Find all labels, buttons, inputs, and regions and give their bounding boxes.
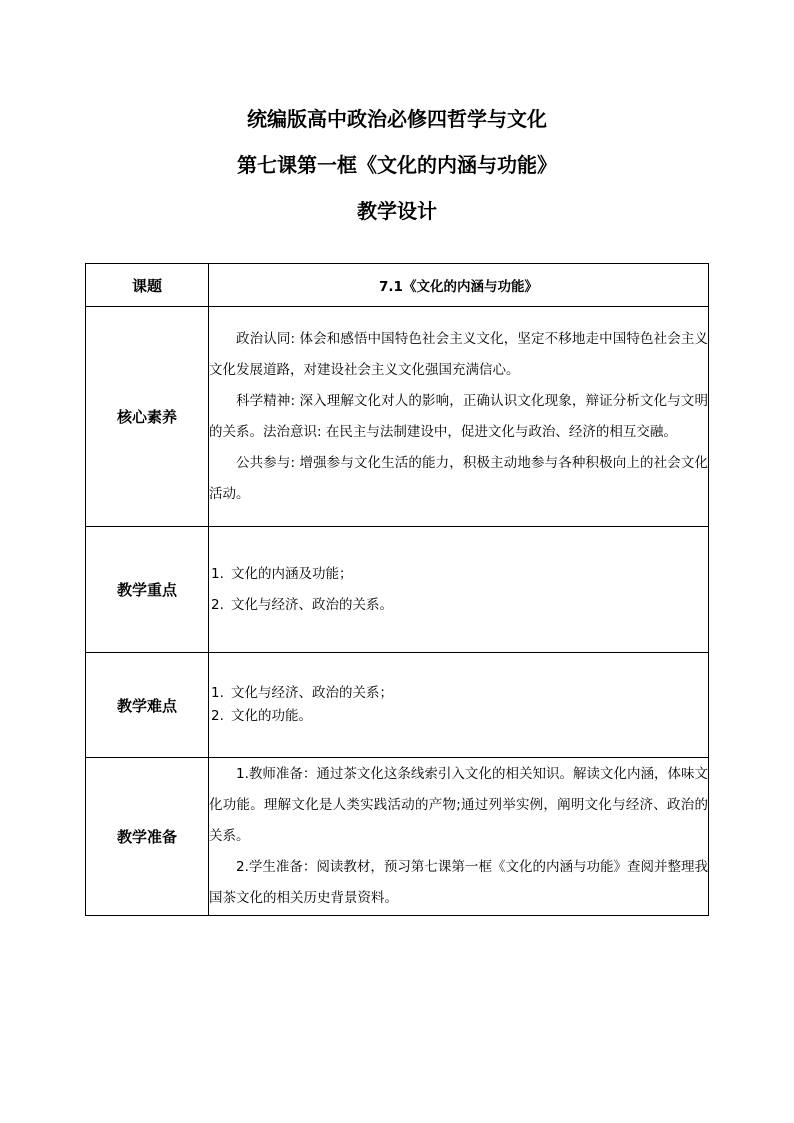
preparation-paragraph: 2.学生准备：阅读教材，预习第七课第一框《文化的内涵与功能》查阅并整理我国茶文化的相关历史背景资料。 (209, 859, 708, 906)
key-points-label: 教学重点 (86, 527, 209, 653)
literacy-paragraph: 政治认同: 体会和感悟中国特色社会主义文化，坚定不移地走中国特色社会主义文化发展道路，对建设社会主义文化强国充满信心。 (209, 330, 708, 378)
list-item: 2. 文化的功能。 (211, 708, 312, 724)
table-row-key-points (86, 527, 709, 653)
list-item: 2. 文化与经济、政治的关系。 (211, 596, 393, 613)
literacy-paragraph: 科学精神: 深入理解文化对人的影响，正确认识文化现象，辩证分析文化与文明的关系。法治意识: 在民主与法制建设中，促进文化与政治、经济的相互交融。 (209, 392, 708, 440)
table-row-preparation (86, 758, 709, 916)
difficulties-label: 教学难点 (86, 653, 209, 758)
lesson-subtitle: 第七课第一框《文化的内涵与功能》 (237, 153, 557, 177)
topic-label: 课题 (86, 264, 209, 307)
table-row-topic (86, 264, 709, 307)
document-header (0, 104, 794, 242)
core-literacy-label: 核心素养 (86, 307, 209, 527)
lesson-plan-table (85, 263, 709, 916)
list-item: 1. 文化与经济、政治的关系； (211, 685, 393, 701)
preparation-paragraph: 1.教师准备：通过茶文化这条线索引入文化的相关知识。解读文化内涵，体味文化功能。理解文化是人类实践活动的产物;通过列举实例，阐明文化与经济、政治的关系。 (209, 766, 708, 844)
table-row-core-literacy (86, 307, 709, 527)
topic-value: 7.1《文化的内涵与功能》 (209, 264, 709, 307)
design-subtitle: 教学设计 (357, 199, 437, 223)
key-points-content (209, 527, 709, 653)
preparation-label: 教学准备 (86, 758, 209, 916)
document-title: 统编版高中政治必修四哲学与文化 (247, 107, 547, 131)
core-literacy-content (209, 307, 709, 527)
difficulties-content (209, 653, 709, 758)
preparation-content (209, 758, 709, 916)
list-item: 1. 文化的内涵及功能； (211, 565, 353, 582)
literacy-paragraph: 公共参与: 增强参与文化生活的能力，积极主动地参与各种积极向上的社会文化活动。 (209, 454, 708, 502)
table-row-difficulties (86, 653, 709, 758)
